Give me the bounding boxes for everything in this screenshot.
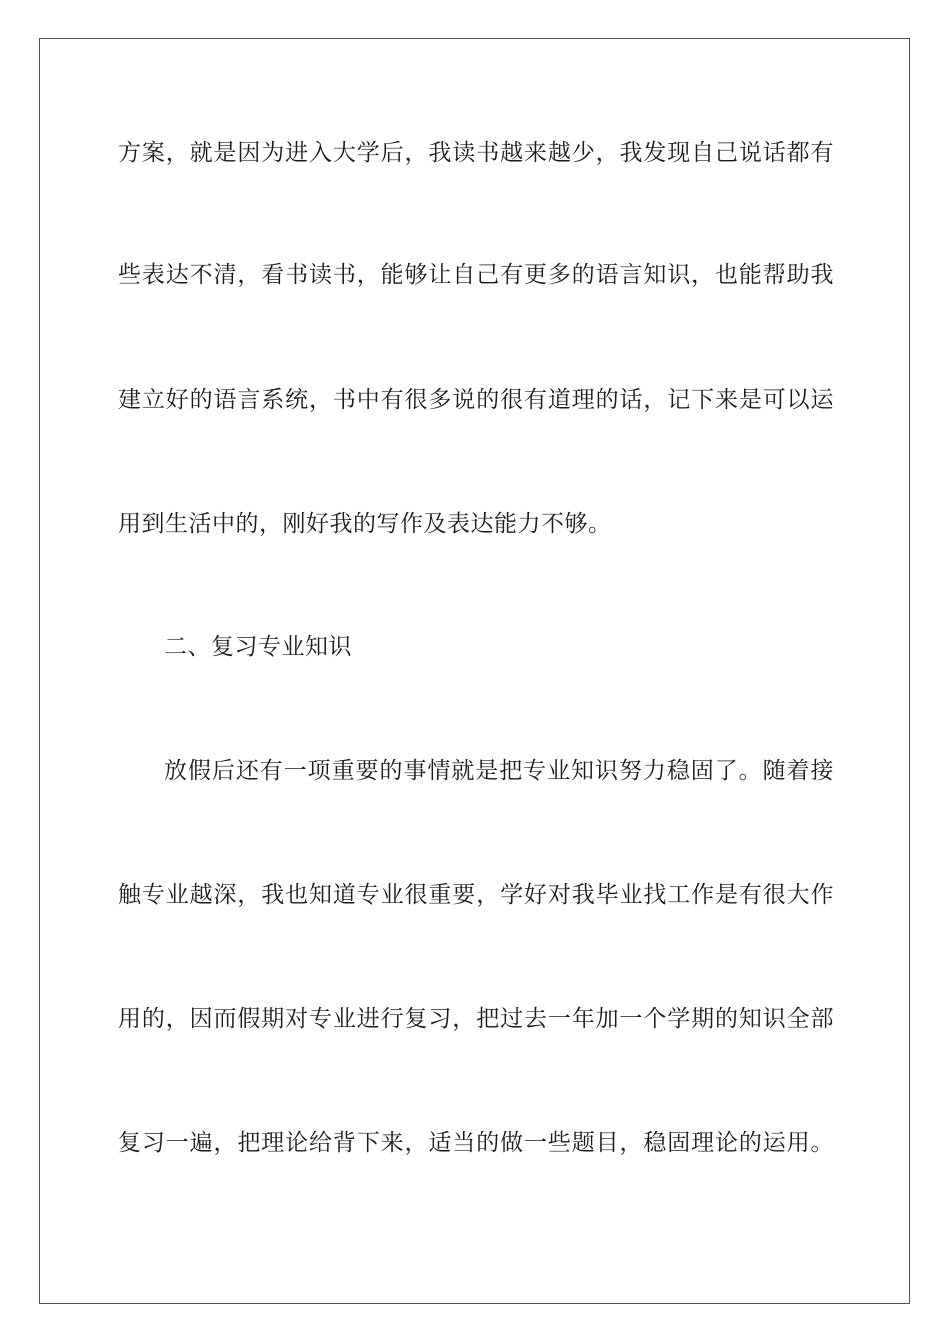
paragraph-1-line-2: 些表达不清，看书读书，能够让自己有更多的语言知识，也能帮助我	[118, 262, 834, 288]
paragraph-2-line-4: 复习一遍，把理论给背下来，适当的做一些题目，稳固理论的运用。	[118, 1130, 834, 1156]
paragraph-2-line-1: 放假后还有一项重要的事情就是把专业知识努力稳固了。随着接	[164, 758, 834, 784]
section-heading: 二、复习专业知识	[164, 634, 352, 660]
paragraph-1-line-1: 方案，就是因为进入大学后，我读书越来越少，我发现自己说话都有	[118, 140, 834, 166]
paragraph-2-line-3: 用的，因而假期对专业进行复习，把过去一年加一个学期的知识全部	[118, 1006, 834, 1032]
paragraph-2-line-2: 触专业越深，我也知道专业很重要，学好对我毕业找工作是有很大作	[118, 882, 834, 908]
paragraph-1-line-4: 用到生活中的，刚好我的写作及表达能力不够。	[118, 511, 612, 537]
page-border	[39, 38, 910, 1304]
paragraph-1-line-3: 建立好的语言系统，书中有很多说的很有道理的话，记下来是可以运	[118, 387, 834, 413]
